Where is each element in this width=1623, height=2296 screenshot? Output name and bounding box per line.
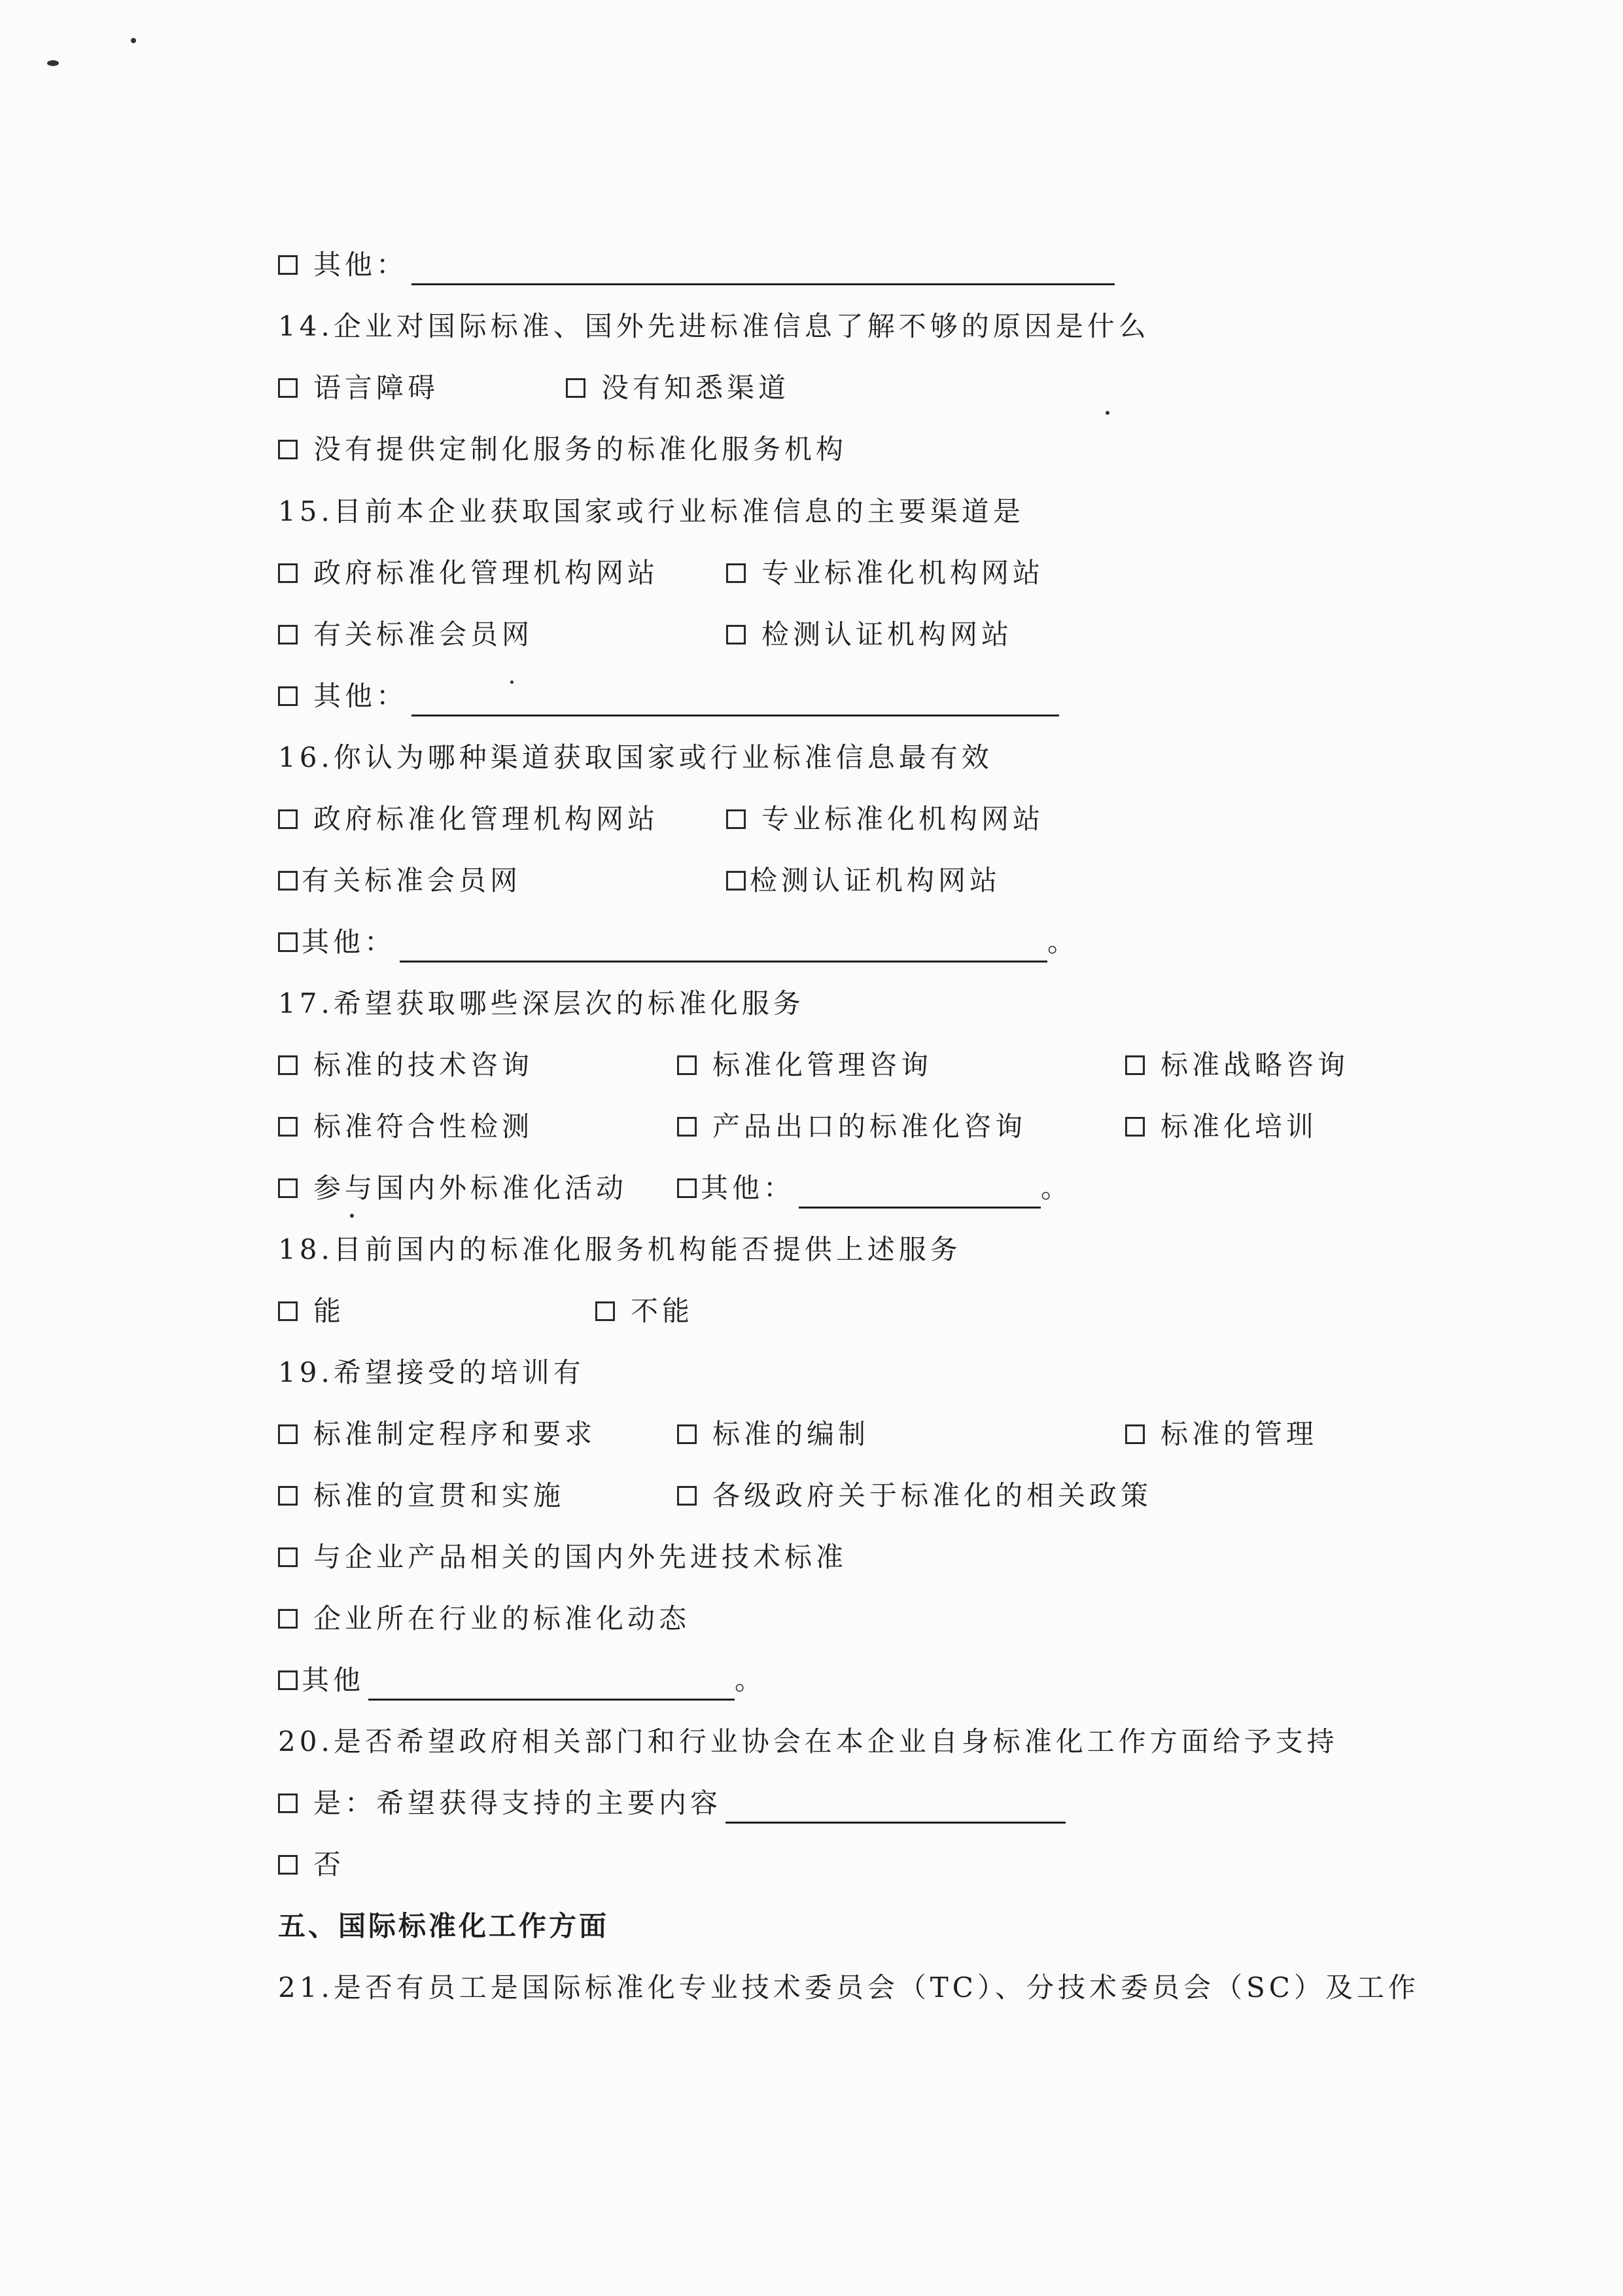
checkbox-option[interactable]: [278, 542, 659, 604]
option-label: 其他：: [313, 249, 408, 281]
option-label: 是：希望获得支持的主要内容: [313, 1787, 722, 1819]
option-label: 有关标准会员网: [313, 618, 534, 650]
question-text: 18.目前国内的标准化服务机构能否提供上述服务: [278, 1233, 962, 1265]
option-label: 标准化管理咨询: [712, 1049, 933, 1081]
option-label: 各级政府关于标准化的相关政策: [712, 1479, 1153, 1511]
checkbox[interactable]: [677, 1486, 697, 1506]
fill-in-blank[interactable]: [725, 1784, 1066, 1824]
scan-speck: [510, 680, 514, 684]
option-label: 专业标准化机构网站: [761, 803, 1045, 835]
checkbox-option[interactable]: [677, 1157, 1072, 1219]
fill-in-blank[interactable]: [799, 1169, 1041, 1209]
option-label: 与企业产品相关的国内外先进技术标准: [313, 1541, 848, 1573]
option-label: 其他: [302, 1664, 365, 1696]
checkbox[interactable]: [278, 686, 298, 706]
question-text: 20.是否希望政府相关部门和行业协会在本企业自身标准化工作方面给予支持: [278, 1725, 1338, 1757]
checkbox[interactable]: [278, 1609, 298, 1629]
option-label: 产品出口的标准化咨询: [712, 1110, 1027, 1142]
checkbox[interactable]: [726, 871, 746, 891]
scan-speck: [1106, 411, 1109, 415]
checkbox[interactable]: [1125, 1055, 1145, 1075]
question-text: 17.希望获取哪些深层次的标准化服务: [278, 987, 805, 1019]
question-text: 21.是否有员工是国际标准化专业技术委员会（TC）、分技术委员会（SC）及工作: [278, 1971, 1420, 2004]
fill-in-blank[interactable]: [411, 245, 1115, 285]
checkbox-option[interactable]: [278, 1773, 1066, 1834]
option-label: 标准的宣贯和实施: [313, 1479, 565, 1511]
option-label: 标准的管理: [1161, 1418, 1318, 1450]
question-text: 16.你认为哪种渠道获取国家或行业标准信息最有效: [278, 741, 993, 773]
option-label: 企业所在行业的标准化动态: [313, 1602, 691, 1634]
checkbox[interactable]: [278, 255, 298, 275]
fill-in-blank[interactable]: [411, 677, 1059, 716]
checkbox[interactable]: [278, 871, 298, 891]
option-label: 有关标准会员网: [302, 864, 522, 896]
option-label: 标准符合性检测: [313, 1110, 534, 1142]
checkbox-option[interactable]: [278, 1588, 690, 1650]
question-text: 14.企业对国际标准、国外先进标准信息了解不够的原因是什么: [278, 310, 1150, 342]
checkbox[interactable]: [677, 1055, 697, 1075]
option-label: 标准战略咨询: [1161, 1049, 1350, 1081]
checkbox-option[interactable]: [278, 1157, 627, 1219]
checkbox[interactable]: [677, 1178, 697, 1198]
checkbox-option[interactable]: [278, 604, 533, 665]
checkbox-option[interactable]: [278, 1834, 345, 1896]
checkbox[interactable]: [278, 1424, 298, 1444]
checkbox[interactable]: [278, 625, 298, 645]
checkbox[interactable]: [278, 1793, 298, 1813]
checkbox-option[interactable]: [1125, 1404, 1318, 1465]
checkbox[interactable]: [278, 1117, 298, 1137]
option-label: 标准化培训: [1161, 1110, 1318, 1142]
checkbox-option[interactable]: [278, 1096, 533, 1157]
checkbox[interactable]: [726, 625, 746, 645]
fill-in-blank[interactable]: [400, 923, 1047, 963]
checkbox-option[interactable]: [677, 1404, 869, 1465]
checkbox[interactable]: [1125, 1117, 1145, 1137]
checkbox[interactable]: [726, 809, 746, 829]
scan-speck: [131, 38, 136, 43]
checkbox[interactable]: [278, 1486, 298, 1506]
checkbox-option[interactable]: [278, 234, 1115, 296]
option-label: 其他：: [701, 1172, 795, 1204]
checkbox[interactable]: [726, 563, 746, 583]
checkbox-option[interactable]: [726, 788, 1044, 850]
scan-speck: [350, 1214, 354, 1218]
checkbox-option[interactable]: [677, 1096, 1026, 1157]
checkbox[interactable]: [278, 1178, 298, 1198]
option-label: 没有提供定制化服务的标准化服务机构: [313, 433, 848, 465]
section-heading: 五、国际标准化工作方面: [278, 1910, 610, 1942]
option-label: 政府标准化管理机构网站: [313, 803, 659, 835]
option-label: 标准制定程序和要求: [313, 1418, 597, 1450]
option-label: 检测认证机构网站: [750, 864, 1002, 896]
option-label: 不能: [631, 1295, 694, 1327]
checkbox[interactable]: [677, 1424, 697, 1444]
fill-in-blank[interactable]: [368, 1661, 735, 1701]
option-label: 标准的技术咨询: [313, 1049, 534, 1081]
option-label: 没有知悉渠道: [601, 372, 790, 404]
checkbox-option[interactable]: [278, 911, 1079, 973]
checkbox-option[interactable]: [278, 1404, 596, 1465]
checkbox-option[interactable]: [278, 665, 1059, 727]
checkbox[interactable]: [595, 1301, 615, 1321]
option-label: 否: [313, 1848, 345, 1881]
checkbox-option[interactable]: [278, 1034, 533, 1096]
checkbox-option[interactable]: [726, 542, 1044, 604]
checkbox-option[interactable]: [726, 850, 1001, 911]
option-label: 其他：: [313, 680, 408, 712]
question-text: 19.希望接受的培训有: [278, 1356, 585, 1388]
checkbox-option[interactable]: [595, 1280, 693, 1342]
checkbox-option[interactable]: [278, 1650, 766, 1711]
checkbox-option[interactable]: [566, 357, 790, 419]
checkbox[interactable]: [566, 378, 585, 398]
checkbox-option[interactable]: [677, 1034, 932, 1096]
checkbox-option[interactable]: [1125, 1096, 1318, 1157]
checkbox[interactable]: [278, 563, 298, 583]
punctuation: 。: [1047, 926, 1079, 958]
option-label: 标准的编制: [712, 1418, 870, 1450]
checkbox-option[interactable]: [278, 419, 847, 480]
checkbox[interactable]: [677, 1117, 697, 1137]
checkbox-option[interactable]: [278, 1280, 345, 1342]
scan-speck: [47, 60, 59, 66]
checkbox-option[interactable]: [278, 1527, 847, 1588]
checkbox[interactable]: [278, 1670, 298, 1690]
option-label: 其他：: [302, 926, 396, 958]
checkbox-option[interactable]: [1125, 1034, 1349, 1096]
checkbox[interactable]: [278, 1855, 298, 1875]
option-label: 检测认证机构网站: [761, 618, 1013, 650]
checkbox[interactable]: [278, 932, 298, 952]
checkbox-option[interactable]: [677, 1465, 1152, 1527]
checkbox-option[interactable]: [278, 850, 521, 911]
checkbox-option[interactable]: [278, 357, 439, 419]
checkbox-option[interactable]: [726, 604, 1013, 665]
checkbox[interactable]: [278, 1301, 298, 1321]
punctuation: 。: [735, 1664, 767, 1696]
checkbox[interactable]: [278, 1055, 298, 1075]
checkbox[interactable]: [278, 378, 298, 398]
option-label: 专业标准化机构网站: [761, 557, 1045, 589]
option-label: 参与国内外标准化活动: [313, 1172, 628, 1204]
question-text: 15.目前本企业获取国家或行业标准信息的主要渠道是: [278, 495, 1024, 527]
option-label: 能: [313, 1295, 345, 1327]
punctuation: 。: [1041, 1172, 1073, 1204]
checkbox-option[interactable]: [278, 788, 659, 850]
option-label: 政府标准化管理机构网站: [313, 557, 659, 589]
checkbox-option[interactable]: [278, 1465, 565, 1527]
option-label: 语言障碍: [313, 372, 440, 404]
checkbox[interactable]: [278, 440, 298, 459]
checkbox[interactable]: [1125, 1424, 1145, 1444]
checkbox[interactable]: [278, 809, 298, 829]
checkbox[interactable]: [278, 1547, 298, 1567]
